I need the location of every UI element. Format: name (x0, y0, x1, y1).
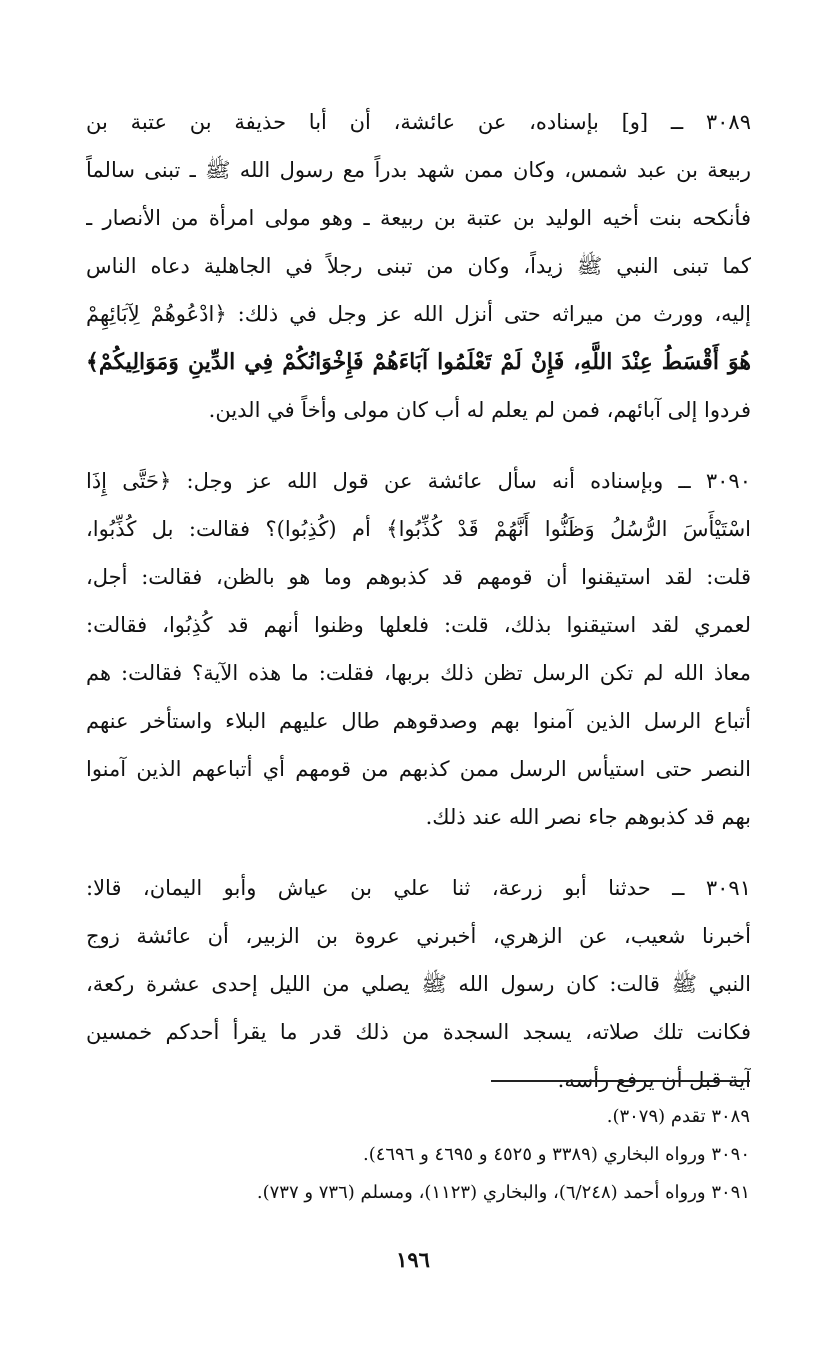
hadith-paragraph-3091 (86, 864, 751, 1104)
text-line: ٣٠٩٠ ــ وبإسناده أنه سأل عائشة عن قول الله عز وجل: ﴿حَتَّى إِذَا (86, 469, 751, 493)
text-line: اسْتَيْأَسَ الرُّسُلُ وَظَنُّوا أَنَّهُمْ قَدْ كُذِّبُوا﴾ أم (كُذِبُوا)؟ فقالت: بل كُذِّبُوا، (86, 517, 751, 541)
text-line: النصر حتى استيأس الرسل ممن كذبهم من قومهم أي أتباعهم الذين آمنوا (86, 757, 751, 781)
footnote-divider (491, 1080, 750, 1082)
paragraph-gap (86, 841, 751, 864)
text-line: ٣٠٩١ ــ حدثنا أبو زرعة، ثنا علي بن عياش وأبو اليمان، قالا: (86, 876, 751, 900)
text-line: بهم قد كذبوهم جاء نصر الله عند ذلك. (425, 805, 751, 829)
text-line: معاذ الله لم تكن الرسل تظن ذلك بربها، فقلت: ما هذه الآية؟ فقالت: هم (86, 661, 751, 685)
text-line: آية قبل أن يرفع رأسه. (557, 1068, 751, 1092)
text-line: أتباع الرسل الذين آمنوا بهم وصدقوهم طال عليهم البلاء واستأخر عنهم (86, 709, 751, 733)
text-line: إليه، وورث من ميراثه حتى أنزل الله عز وجل في ذلك: ﴿ادْعُوهُمْ لِآبَائِهِمْ (86, 302, 751, 326)
text-line: ٣٠٨٩ ــ [و] بإسناده، عن عائشة، أن أبا حذيفة بن عتبة بن (86, 110, 751, 134)
text-line: أخبرنا شعيب، عن الزهري، أخبرني عروة بن الزبير، أن عائشة زوج (86, 924, 751, 948)
text-line: ربيعة بن عبد شمس، وكان ممن شهد بدراً مع رسول الله ﷺ ـ تبنى سالماً (86, 158, 751, 182)
text-line: فكانت تلك صلاته، يسجد السجدة من ذلك قدر ما يقرأ أحدكم خمسين (86, 1020, 751, 1044)
quran-verse-line: هُوَ أَقْسَطُ عِنْدَ اللَّهِ، فَإِنْ لَمْ تَعْلَمُوا آبَاءَهُمْ فَإِخْوَانُكُمْ فِي الدِّينِ وَمَوَالِيكُمْ﴾ (86, 349, 751, 375)
text-line: لعمري لقد استيقنوا بذلك، قلت: فلعلها وظنوا أنهم قد كُذِبُوا، فقالت: (86, 613, 751, 637)
text-line: فردوا إلى آبائهم، فمن لم يعلم له أب كان مولى وأخاً في الدين. (208, 398, 751, 422)
main-text (86, 98, 751, 1104)
footnote-3091: ٣٠٩١ ورواه أحمد (٦/٢٤٨)، والبخاري (١١٢٣)، ومسلم (٧٣٦ و ٧٣٧). (256, 1182, 750, 1203)
text-line: قلت: لقد استيقنوا أن قومهم قد كذبوهم وما هو بالظن، فقالت: أجل، (86, 565, 751, 589)
page-number: ١٩٦ (396, 1247, 430, 1272)
footnotes (90, 1098, 750, 1212)
text-line: النبي ﷺ قالت: كان رسول الله ﷺ يصلي من الليل إحدى عشرة ركعة، (86, 972, 751, 996)
hadith-paragraph-3090 (86, 457, 751, 841)
text-line: فأنكحه بنت أخيه الوليد بن عتبة بن ربيعة ـ وهو مولى امرأة من الأنصار ـ (86, 206, 751, 230)
text-line: كما تبنى النبي ﷺ زيداً، وكان من تبنى رجلاً في الجاهلية دعاه الناس (86, 254, 751, 278)
footnote-3090: ٣٠٩٠ ورواه البخاري (٣٣٨٩ و ٤٥٢٥ و ٤٦٩٥ و ٤٦٩٦). (362, 1144, 750, 1165)
footnote-3089: ٣٠٨٩ تقدم (٣٠٧٩). (606, 1106, 750, 1127)
paragraph-gap (86, 434, 751, 457)
hadith-paragraph-3089 (86, 98, 751, 434)
